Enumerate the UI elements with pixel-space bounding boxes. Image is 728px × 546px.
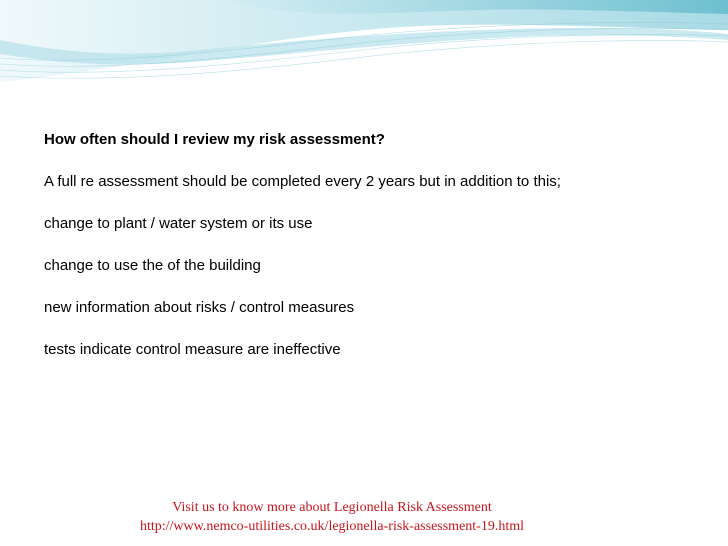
footer (0, 498, 664, 536)
body-line-plant-change: change to plant / water system or its use (44, 215, 313, 232)
footer-visit-text: Visit us to know more about Legionella Risk Assessment (172, 500, 492, 515)
slide-content (44, 131, 704, 359)
slide-heading: How often should I review my risk assessment? (44, 131, 385, 148)
body-line-tests-ineffective: tests indicate control measure are ineffective (44, 341, 341, 358)
wave-banner-decoration (0, 0, 728, 86)
body-line-new-information: new information about risks / control measures (44, 299, 355, 316)
body-line-building-use: change to use the of the building (44, 257, 261, 274)
body-line-full-reassessment: A full re assessment should be completed every 2 years but in addition to this; (44, 173, 561, 190)
footer-url-link[interactable]: http://www.nemco-utilities.co.uk/legionella-risk-assessment-19.html (139, 519, 525, 534)
